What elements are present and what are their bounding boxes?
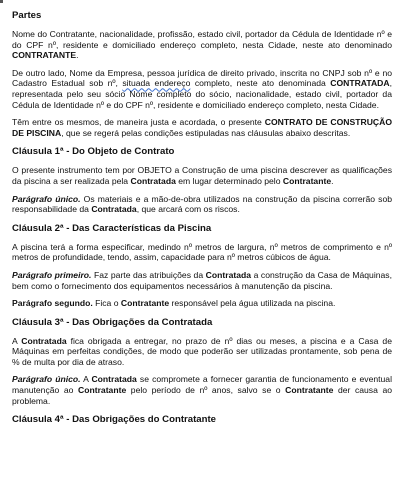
text-run: a construção da Casa de Máquinas, bem como o fornecimento dos equipamentos necessários à manutenção da piscina. <box>12 269 392 291</box>
bold-term: CONTRATO DE CONSTRUÇÃO DE PISCINA <box>12 117 392 138</box>
text-run: der causa ao problema. <box>12 385 393 406</box>
text-run: Têm entre os mesmos, de maneira justa e acordada, o presente <box>12 117 265 128</box>
bold-term: Contratada <box>130 175 176 186</box>
paragraph-primeiro-2 <box>12 270 392 291</box>
paragraph-contratante <box>12 29 392 61</box>
bold-term: Contratada <box>205 269 252 280</box>
text-run: Fica o <box>92 298 121 309</box>
paragraph-unico-1 <box>12 194 392 215</box>
paragraph-label: Parágrafo único. <box>12 193 81 204</box>
text-run: responsável pela água utilizada na piscina. <box>169 298 336 309</box>
text-run: Nome do Contratante, nacionalidade, profissão, estado civil, portador da Cédula de Identidade nº e do CPF nº, residente e domiciliado endereço completo, nesta Cidade, neste ato denominado <box>12 29 392 50</box>
paragraph-unico-3 <box>12 374 392 406</box>
text-run: , representada pelo seu sócio Nome completo do sócio, nacionalidade, estado civil, portador da Cédula de Identidade nº e do CPF nº, residente e domiciliado endereço completo, nesta Cidade. <box>12 78 392 110</box>
bold-term: Contratante <box>78 385 127 396</box>
text-run: A <box>12 335 22 346</box>
bold-term: CONTRATADA <box>330 78 390 89</box>
text-run: fica obrigada a entregar, no prazo de nº dias ou meses, a piscina e a Casa de Máquinas em perfeitas condições, de modo que poderão ser utilizadas prontamente, sob pena de % de multa por dia de atraso. <box>12 335 392 367</box>
paragraph-caracteristicas: A piscina terá a forma especificar, medindo nº metros de largura, nº metros de comprimento e nº metros de profundidade, tendo, assim, capacidade para nº metros cúbicos de água. <box>12 241 392 263</box>
paragraph-segundo-2 <box>12 298 392 309</box>
bold-term: Contratante <box>120 298 170 309</box>
section-heading-partes: Partes <box>12 10 42 21</box>
paragraph-acordo <box>12 117 392 138</box>
page-corner-mark <box>0 0 3 3</box>
paragraph-label: Parágrafo primeiro. <box>12 269 92 280</box>
contract-document <box>12 4 392 426</box>
text-run: pelo período de nº anos, salvo se o <box>126 385 286 396</box>
section-heading-clausula-2: Cláusula 2ª - Das Características da Piscina <box>12 222 212 234</box>
spellcheck-underlined-text: situada endereço <box>122 78 191 89</box>
text-run: . <box>76 50 79 61</box>
text-run: Faz parte das atribuições da <box>91 269 206 280</box>
text-run: , que se regerá pelas condições estipuladas nas cláusulas abaixo descritas. <box>61 127 351 138</box>
text-run: Os materiais e a mão-de-obra utilizados na construção da piscina correrão sob responsabilidade da <box>12 193 392 215</box>
paragraph-obrigacoes-contratada <box>12 336 392 368</box>
paragraph-objeto <box>12 165 392 186</box>
bold-term: Contratante <box>282 175 332 186</box>
text-run: De outro lado, Nome da Empresa, pessoa jurídica de direito privado, inscrita no CNPJ sob nº e no Cadastro Estadual sob nº, <box>12 67 392 89</box>
text-run: O presente instrumento tem por OBJETO a Construção de uma piscina descrever as qualificações da piscina a ser realizada pela <box>12 165 392 186</box>
bold-term: Contratada <box>91 374 137 385</box>
bold-term: Contratante <box>285 385 334 396</box>
section-heading-clausula-3: Cláusula 3ª - Das Obrigações da Contratada <box>12 316 213 328</box>
paragraph-label: Parágrafo único. <box>12 374 81 385</box>
section-heading-clausula-4: Cláusula 4ª - Das Obrigações do Contratante <box>12 414 216 426</box>
paragraph-label: Parágrafo segundo. <box>12 298 93 309</box>
section-heading-clausula-1: Cláusula 1ª - Do Objeto de Contrato <box>12 146 175 158</box>
text-run: completo, neste ato denominada <box>190 78 331 89</box>
bold-term: Contratada <box>21 335 67 346</box>
text-run: A <box>80 374 92 385</box>
text-run: se compromete a fornecer garantia de funcionamento e eventual manutenção ao <box>12 374 392 396</box>
text-run: em lugar determinado pelo <box>175 175 283 186</box>
text-run: , que arcará com os riscos. <box>136 204 240 215</box>
bold-term: CONTRATANTE <box>12 50 77 61</box>
paragraph-contratada <box>12 68 392 110</box>
text-run: . <box>331 175 334 186</box>
bold-term: Contratada <box>91 204 137 215</box>
